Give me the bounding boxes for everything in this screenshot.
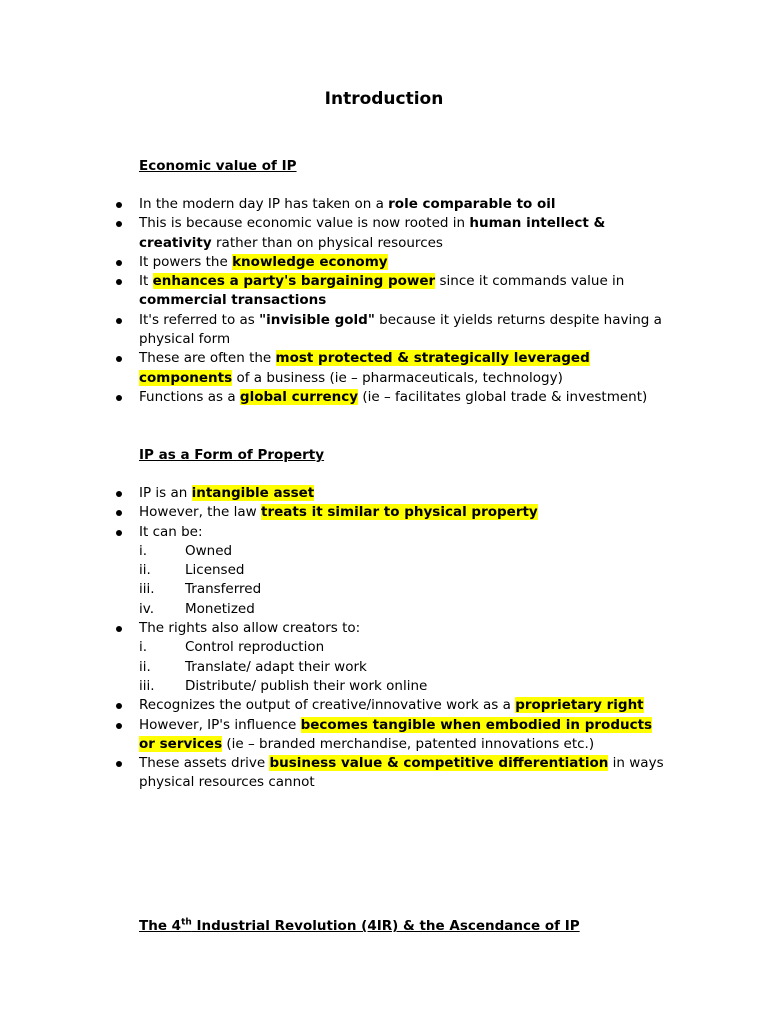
bullet-icon [116,761,122,767]
list-item: These assets drive business value & competitive differentiation in ways physical resources cannot [0,754,667,793]
bullet-icon [116,356,122,362]
roman-numeral: i. [139,542,148,559]
page-title: Introduction [324,89,444,109]
roman-list-item: i. Owned [0,542,667,561]
section-heading-4ir: The 4th Industrial Revolution (4IR) & the Ascendance of IP [139,917,580,934]
list-item: However, IP's influence becomes tangible when embodied in products or services (ie – branded merchandise, patented innovations etc.) [0,716,667,755]
list-item: The rights also allow creators to: [0,619,667,638]
list-item: These are often the most protected & strategically leveraged components of a business (ie – pharmaceuticals, technology) [0,349,667,388]
bullet-icon [116,260,122,266]
list-item: Recognizes the output of creative/innovative work as a proprietary right [0,696,667,715]
economic-value-list [0,195,667,407]
ip-property-list [0,484,667,793]
roman-numeral: i. [139,639,148,656]
roman-numeral: iv. [139,600,154,617]
bullet-icon [116,530,122,536]
bullet-icon [116,202,122,208]
roman-list-item: iv. Monetized [0,600,667,619]
list-item: This is because economic value is now rooted in human intellect & creativity rather than on physical resources [0,214,667,253]
list-item: It can be: [0,523,667,542]
bullet-icon [116,510,122,516]
roman-numeral: iii. [139,581,155,598]
section-heading-ip-property: IP as a Form of Property [139,447,325,463]
list-item: It powers the knowledge economy [0,253,667,272]
list-item: It enhances a party's bargaining power since it commands value in commercial transactions [0,272,667,311]
roman-numeral: ii. [139,658,151,675]
list-item: Functions as a global currency (ie – facilitates global trade & investment) [0,388,667,407]
bullet-icon [116,626,122,632]
roman-list-item: ii. Licensed [0,561,667,580]
list-item: It's referred to as "invisible gold" because it yields returns despite having a physical form [0,311,667,350]
list-item: However, the law treats it similar to physical property [0,503,667,522]
section-heading-economic-value: Economic value of IP [139,158,297,174]
roman-list-item: i. Control reproduction [0,638,667,657]
roman-numeral: ii. [139,562,151,579]
bullet-icon [116,703,122,709]
roman-list-item: ii. Translate/ adapt their work [0,658,667,677]
roman-list-item: iii. Transferred [0,580,667,599]
bullet-icon [116,395,122,401]
list-item: IP is an intangible asset [0,484,667,503]
roman-numeral: iii. [139,677,155,694]
bullet-icon [116,318,122,324]
bullet-icon [116,221,122,227]
list-item: In the modern day IP has taken on a role comparable to oil [0,195,667,214]
bullet-icon [116,279,122,285]
bullet-icon [116,723,122,729]
roman-list-item: iii. Distribute/ publish their work online [0,677,667,696]
bullet-icon [116,491,122,497]
